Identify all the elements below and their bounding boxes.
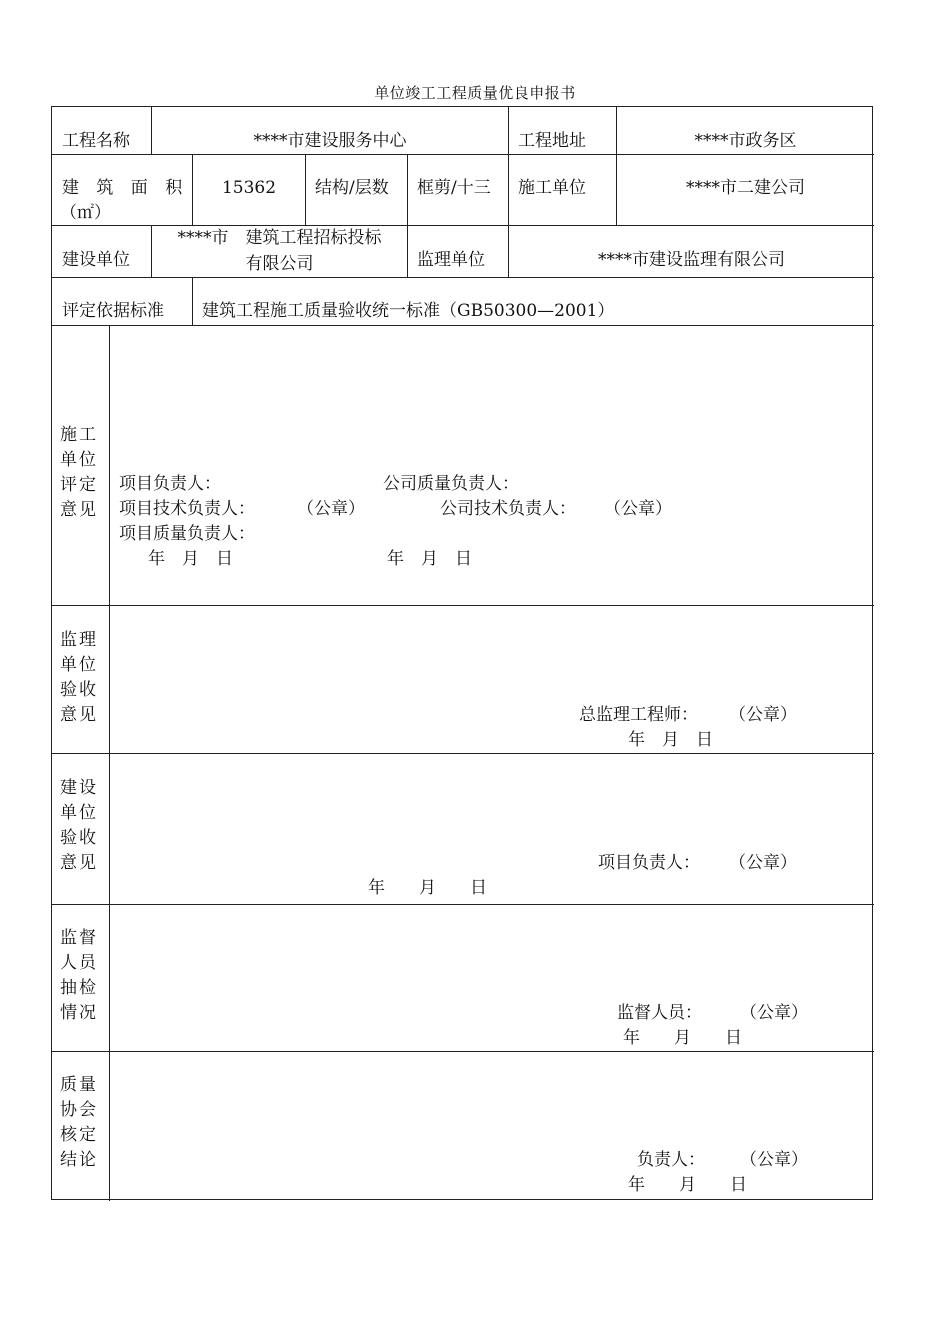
- owner-label: 建设单位: [62, 250, 130, 270]
- date-field: 年 月 日: [623, 1028, 742, 1048]
- col-divider: [109, 325, 110, 1201]
- project-address-label: 工程地址: [518, 131, 586, 151]
- seal-label: （公章）: [297, 499, 365, 519]
- row-divider: [52, 1051, 874, 1052]
- document-title: 单位竣工工程质量优良申报书: [374, 84, 576, 102]
- col-divider: [407, 154, 408, 277]
- structure-value: 框剪/十三: [417, 178, 491, 198]
- date-field: 年 月 日: [148, 549, 233, 569]
- company-tech-leader-label: 公司技术负责人：: [440, 499, 576, 519]
- supervisor-value: ****市建设监理有限公司: [598, 250, 785, 270]
- col-divider: [192, 277, 193, 325]
- date-field: 年 月 日: [387, 549, 472, 569]
- structure-label: 结构/层数: [315, 178, 389, 198]
- row-divider: [52, 605, 874, 606]
- association-leader-label: 负责人：: [637, 1150, 705, 1170]
- row-divider: [52, 154, 874, 155]
- seal-label: （公章）: [740, 1003, 808, 1023]
- inspector-label: 监督人员：: [617, 1003, 702, 1023]
- col-divider: [305, 154, 306, 225]
- builder-opinion-label: 施工单位评定意见: [60, 425, 98, 520]
- standard-label: 评定依据标准: [62, 301, 164, 321]
- seal-label: （公章）: [740, 1150, 808, 1170]
- builder-value: ****市二建公司: [686, 178, 805, 198]
- col-divider: [508, 107, 509, 225]
- building-area-label: 建 筑 面 积: [62, 178, 189, 198]
- building-area-value: 15362: [221, 178, 277, 198]
- company-quality-leader-label: 公司质量负责人：: [383, 474, 519, 494]
- row-divider: [52, 325, 874, 326]
- date-field: 年 月 日: [628, 1175, 747, 1195]
- owner-opinion-label: 建设单位验收意见: [60, 778, 98, 873]
- project-tech-leader-label: 项目技术负责人：: [119, 499, 255, 519]
- row-divider: [52, 753, 874, 754]
- supervisor-opinion-label: 监理单位验收意见: [60, 630, 98, 725]
- chief-supervisor-label: 总监理工程师：: [579, 705, 698, 725]
- project-leader-label: 项目负责人：: [119, 474, 221, 494]
- builder-label: 施工单位: [518, 178, 586, 198]
- seal-label: （公章）: [729, 705, 797, 725]
- date-field: 年 月 日: [368, 878, 487, 898]
- standard-value: 建筑工程施工质量验收统一标准（GB50300—2001）: [202, 301, 615, 321]
- inspector-opinion-label: 监督人员抽检情况: [60, 928, 98, 1023]
- owner-project-leader-label: 项目负责人：: [598, 853, 700, 873]
- col-divider: [616, 107, 617, 225]
- building-area-unit: （㎡）: [60, 203, 111, 223]
- row-divider: [52, 904, 874, 905]
- application-form-table: [51, 106, 873, 1200]
- project-name-label: 工程名称: [62, 131, 130, 151]
- supervisor-label: 监理单位: [417, 250, 485, 270]
- seal-label: （公章）: [604, 499, 672, 519]
- project-name-value: ****市建设服务中心: [253, 131, 407, 151]
- association-conclusion-label: 质量协会核定结论: [60, 1075, 98, 1170]
- owner-value-line1: ****市 建筑工程招标投标: [177, 228, 382, 248]
- project-quality-leader-label: 项目质量负责人：: [119, 524, 255, 544]
- project-address-value: ****市政务区: [694, 131, 797, 151]
- date-field: 年 月 日: [628, 730, 713, 750]
- seal-label: （公章）: [729, 853, 797, 873]
- row-divider: [52, 277, 874, 278]
- owner-value-line2: 有限公司: [245, 254, 314, 274]
